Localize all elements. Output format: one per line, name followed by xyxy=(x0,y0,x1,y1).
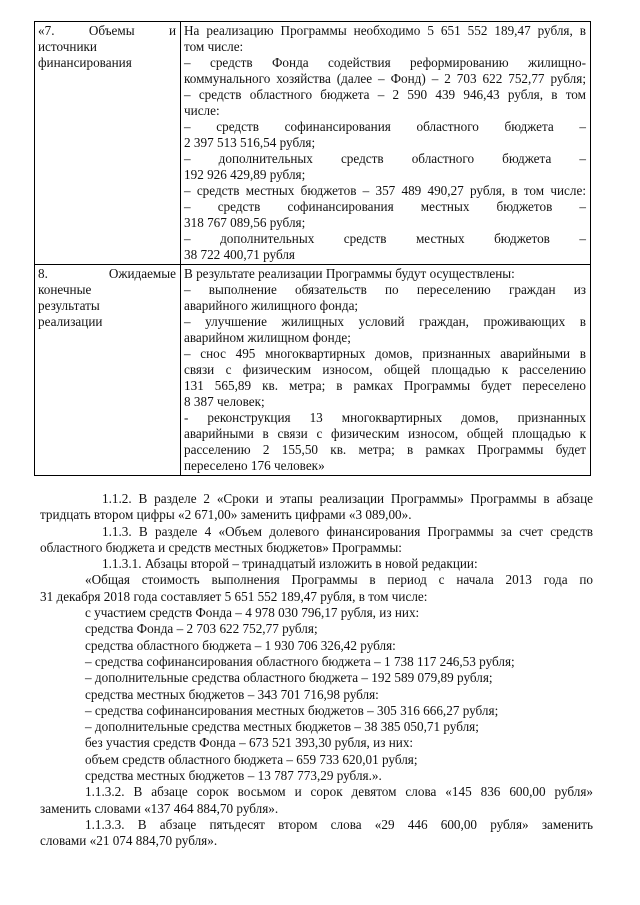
list-item: объем средств областного бюджета – 659 733 620,01 рубля; xyxy=(85,751,418,767)
list-item: с участием средств Фонда – 4 978 030 796,17 рубля, из них: xyxy=(85,605,420,621)
row7-value-line: – средств софинансирования местных бюджетов – xyxy=(184,199,586,214)
row7-value-line: – средств софинансирования областного бюджета – xyxy=(184,119,586,134)
row8-value-line: аварийного жилищного фонда; xyxy=(184,298,359,313)
row7-value-line: – средств Фонда содействия реформированию жилищно- xyxy=(184,55,586,70)
row8-value-line: расселению 2 155,50 кв. метра; в рамках Программы будет xyxy=(184,442,586,457)
row7-value-line: – дополнительных средств местных бюджетов – xyxy=(184,231,586,246)
row7-value-line: – дополнительных средств областного бюджета – xyxy=(184,151,586,166)
row8-label-cell xyxy=(35,265,181,476)
list-item: – дополнительные средства областного бюджета – 192 589 079,89 рубля; xyxy=(85,670,493,686)
row7-value-line: – средств областного бюджета – 2 590 439 946,43 рубля, в том xyxy=(184,87,586,102)
row8-value-cell xyxy=(181,265,591,476)
paragraph-1-1-3-1: 1.1.3.1. Абзацы второй – тринадцатый изложить в новой редакции: xyxy=(102,556,478,572)
row8-value-line: – снос 495 многоквартирных домов, признанных аварийными в xyxy=(184,346,586,361)
row7-label-cell xyxy=(35,22,181,265)
row8-label-line: 8. Ожидаемые xyxy=(38,266,176,281)
list-item: без участия средств Фонда – 673 521 393,30 рубля, из них: xyxy=(85,735,414,751)
row8-value-line: В результате реализации Программы будут осуществлены: xyxy=(184,266,515,281)
row8-value-line: – выполнение обязательств по переселению граждан из xyxy=(184,282,586,297)
row7-value-cell xyxy=(181,22,591,265)
row7-value-line: числе: xyxy=(184,103,220,118)
row8-value-line: 131 565,89 кв. метра; в рамках Программы будет переселено xyxy=(184,378,586,393)
document-body xyxy=(40,491,593,850)
list-item: средства Фонда – 2 703 622 752,77 рубля; xyxy=(85,621,318,637)
row7-label-line: «7. Объемы и xyxy=(38,23,176,38)
list-item: средства местных бюджетов – 13 787 773,29 рубля.». xyxy=(85,768,382,784)
paragraph-1-1-2-cont: тридцать втором цифры «2 671,00» заменить цифрами «3 089,00». xyxy=(40,507,412,523)
row8-label-line: реализации xyxy=(38,314,103,329)
table-row-results xyxy=(35,265,591,476)
row8-label-line: конечные xyxy=(38,282,92,297)
row7-value-line: 318 767 089,56 рубля; xyxy=(184,215,306,230)
paragraph-1-1-3-2: 1.1.3.2. В абзаце сорок восьмом и сорок девятом слова «145 836 600,00 рубля» xyxy=(85,784,593,800)
row8-value-line: - реконструкция 13 многоквартирных домов, признанных xyxy=(184,410,586,425)
row7-value-line: 192 926 429,89 рубля; xyxy=(184,167,306,182)
list-item: – средства софинансирования местных бюджетов – 305 316 666,27 рубля; xyxy=(85,702,499,718)
paragraph-1-1-3-3: 1.1.3.3. В абзаце пятьдесят втором слова «29 446 600,00 рубля» заменить xyxy=(85,816,593,832)
row7-value-line: 38 722 400,71 рубля xyxy=(184,247,295,262)
row7-label-line: источники xyxy=(38,39,97,54)
paragraph-quote-start: «Общая стоимость выполнения Программы в период с начала 2013 года по xyxy=(85,572,593,588)
row8-label-line: результаты xyxy=(38,298,100,313)
list-item: средства областного бюджета – 1 930 706 326,42 рубля: xyxy=(85,637,396,653)
program-passport-table xyxy=(34,21,591,476)
row7-value-line: – средств местных бюджетов – 357 489 490,27 рубля, в том числе: xyxy=(184,183,586,198)
list-item: – средства софинансирования областного бюджета – 1 738 117 246,53 рубля; xyxy=(85,653,515,669)
row7-value-line: На реализацию Программы необходимо 5 651 552 189,47 рубля, в xyxy=(184,23,586,38)
row8-value-line: – улучшение жилищных условий граждан, проживающих в xyxy=(184,314,586,329)
row8-value-line: 8 387 человек; xyxy=(184,394,265,409)
row7-label-line: финансирования xyxy=(38,55,132,70)
paragraph-1-1-2: 1.1.2. В разделе 2 «Сроки и этапы реализации Программы» Программы в абзаце xyxy=(102,491,593,506)
paragraph-quote-cont: 31 декабря 2018 года составляет 5 651 552 189,47 рубля, в том числе: xyxy=(40,588,428,604)
paragraph-1-1-3-2-cont: заменить словами «137 464 884,70 рубля». xyxy=(40,800,279,816)
row7-value-line: 2 397 513 516,54 рубля; xyxy=(184,135,316,150)
row8-value-line: переселено 176 человек» xyxy=(184,458,325,473)
row8-value-line: аварийном жилищном фонде; xyxy=(184,330,351,345)
paragraph-1-1-3-cont: областного бюджета и средств местных бюджетов» Программы: xyxy=(40,539,402,555)
row8-value-line: аварийными в связи с физическим износом, общей площадью к xyxy=(184,426,586,441)
paragraph-1-1-3: 1.1.3. В разделе 4 «Объем долевого финансирования Программы за счет средств xyxy=(102,523,593,539)
row8-value-line: связи с физическим износом, общей площадью к расселению xyxy=(184,362,586,377)
list-item: – дополнительные средства местных бюджетов – 38 385 050,71 рубля; xyxy=(85,719,479,735)
paragraph-1-1-3-3-cont: словами «21 074 884,70 рубля». xyxy=(40,833,218,849)
row7-value-line: коммунального хозяйства (далее – Фонд) – 2 703 622 752,77 рубля; xyxy=(184,71,586,86)
list-item: средства местных бюджетов – 343 701 716,98 рубля: xyxy=(85,686,379,702)
table-row-financing xyxy=(35,22,591,265)
row7-value-line: том числе: xyxy=(184,39,244,54)
